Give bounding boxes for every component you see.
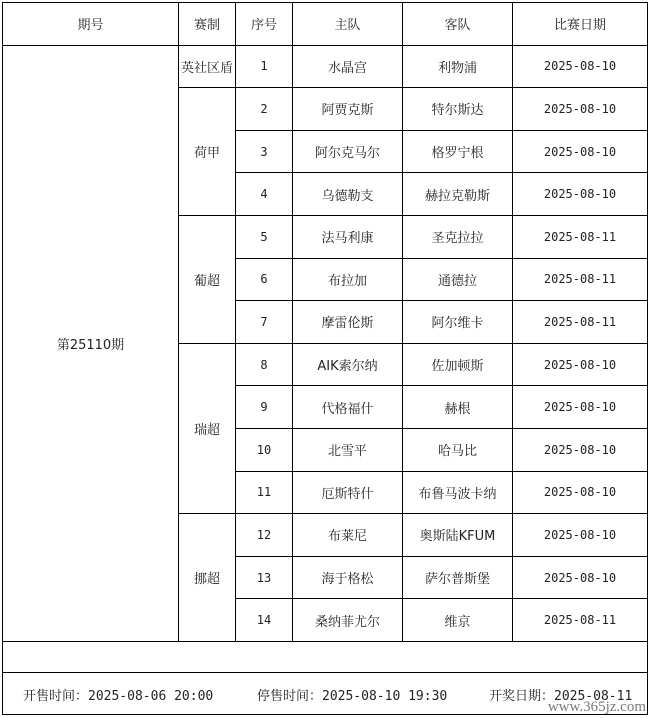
home-team-cell: 水晶宫	[293, 45, 403, 88]
header-number: 序号	[236, 3, 293, 46]
match-date-cell: 2025-08-10	[513, 428, 648, 471]
away-team-cell: 萨尔普斯堡	[403, 556, 513, 599]
match-number-cell: 14	[236, 599, 293, 642]
watermark: www.365jz.com	[547, 699, 646, 715]
away-team-cell: 维京	[403, 599, 513, 642]
match-date-cell: 2025-08-10	[513, 343, 648, 386]
spacer-row	[3, 641, 648, 672]
home-team-cell: 阿尔克马尔	[293, 130, 403, 173]
match-date-cell: 2025-08-10	[513, 45, 648, 88]
away-team-cell: 利物浦	[403, 45, 513, 88]
match-date-cell: 2025-08-10	[513, 514, 648, 557]
match-date-cell: 2025-08-10	[513, 471, 648, 514]
away-team-cell: 奥斯陆KFUM	[403, 514, 513, 557]
match-date-cell: 2025-08-11	[513, 301, 648, 344]
competition-cell: 瑞超	[179, 343, 236, 513]
table-row	[3, 45, 648, 88]
match-date-cell: 2025-08-10	[513, 88, 648, 131]
issue-number-cell: 第25110期	[3, 45, 179, 641]
competition-cell: 葡超	[179, 215, 236, 343]
match-number-cell: 4	[236, 173, 293, 216]
match-date-cell: 2025-08-11	[513, 258, 648, 301]
match-number-cell: 12	[236, 514, 293, 557]
away-team-cell: 佐加顿斯	[403, 343, 513, 386]
header-match-date: 比赛日期	[513, 3, 648, 46]
match-number-cell: 6	[236, 258, 293, 301]
away-team-cell: 赫拉克勒斯	[403, 173, 513, 216]
home-team-cell: 厄斯特什	[293, 471, 403, 514]
match-number-cell: 3	[236, 130, 293, 173]
match-number-cell: 7	[236, 301, 293, 344]
match-date-cell: 2025-08-10	[513, 173, 648, 216]
away-team-cell: 特尔斯达	[403, 88, 513, 131]
draw-date: 开奖日期：2025-08-11	[489, 688, 633, 704]
sale-start-time: 开售时间：2025-08-06 20:00	[23, 688, 214, 704]
sale-stop-time: 停售时间：2025-08-10 19:30	[257, 688, 448, 704]
schedule-sheet	[2, 2, 647, 715]
away-team-cell: 通德拉	[403, 258, 513, 301]
header-competition: 赛制	[179, 3, 236, 46]
away-team-cell: 赫根	[403, 386, 513, 429]
match-number-cell: 13	[236, 556, 293, 599]
match-number-cell: 8	[236, 343, 293, 386]
home-team-cell: 阿贾克斯	[293, 88, 403, 131]
match-schedule-table	[2, 2, 648, 715]
away-team-cell: 格罗宁根	[403, 130, 513, 173]
home-team-cell: AIK索尔纳	[293, 343, 403, 386]
header-issue: 期号	[3, 3, 179, 46]
spacer-cell	[3, 641, 648, 672]
match-number-cell: 9	[236, 386, 293, 429]
home-team-cell: 布莱尼	[293, 514, 403, 557]
match-date-cell: 2025-08-10	[513, 556, 648, 599]
away-team-cell: 布鲁马波卡纳	[403, 471, 513, 514]
header-away-team: 客队	[403, 3, 513, 46]
competition-cell: 英社区盾	[179, 45, 236, 88]
away-team-cell: 圣克拉拉	[403, 215, 513, 258]
match-date-cell: 2025-08-11	[513, 599, 648, 642]
match-date-cell: 2025-08-10	[513, 130, 648, 173]
match-date-cell: 2025-08-10	[513, 386, 648, 429]
away-team-cell: 哈马比	[403, 428, 513, 471]
home-team-cell: 北雪平	[293, 428, 403, 471]
header-home-team: 主队	[293, 3, 403, 46]
header-row	[3, 3, 648, 46]
home-team-cell: 代格福什	[293, 386, 403, 429]
away-team-cell: 阿尔维卡	[403, 301, 513, 344]
competition-cell: 挪超	[179, 514, 236, 642]
home-team-cell: 乌德勒支	[293, 173, 403, 216]
home-team-cell: 法马利康	[293, 215, 403, 258]
match-number-cell: 11	[236, 471, 293, 514]
home-team-cell: 海于格松	[293, 556, 403, 599]
home-team-cell: 布拉加	[293, 258, 403, 301]
match-number-cell: 1	[236, 45, 293, 88]
match-number-cell: 5	[236, 215, 293, 258]
match-number-cell: 10	[236, 428, 293, 471]
home-team-cell: 摩雷伦斯	[293, 301, 403, 344]
competition-cell: 荷甲	[179, 88, 236, 216]
match-number-cell: 2	[236, 88, 293, 131]
home-team-cell: 桑纳菲尤尔	[293, 599, 403, 642]
match-date-cell: 2025-08-11	[513, 215, 648, 258]
